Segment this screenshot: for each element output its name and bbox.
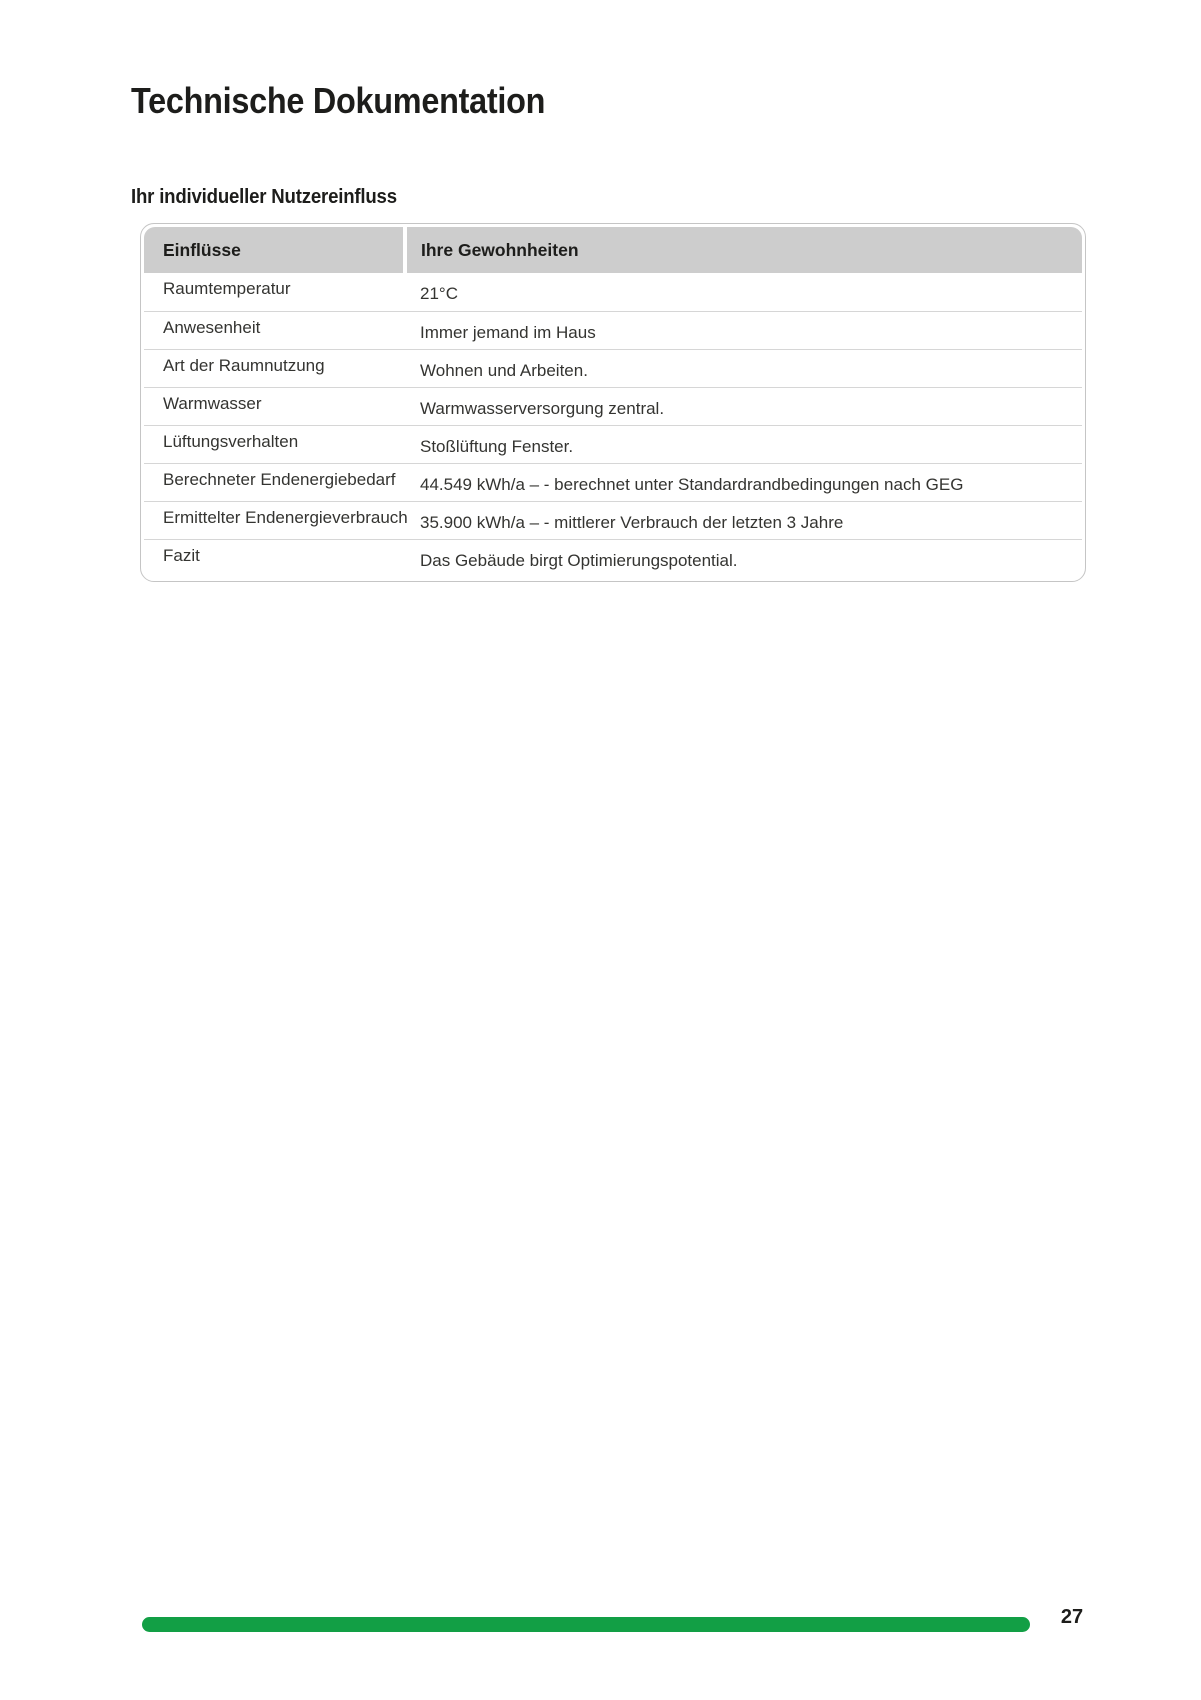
influence-label: Art der Raumnutzung (163, 356, 325, 375)
influence-label: Lüftungsverhalten (163, 432, 299, 451)
influence-label: Berechneter Endenergiebedarf (163, 470, 396, 489)
influence-label: Ermittelter Endenergieverbrauch (163, 508, 408, 527)
user-influence-table (140, 223, 1086, 582)
page-title: Technische Dokumentation (131, 80, 546, 121)
table-body (144, 273, 1082, 577)
section-heading: Ihr individueller Nutzereinfluss (131, 186, 397, 208)
habit-value: 35.900 kWh/a – - mittlerer Verbrauch der letzten 3 Jahre (420, 513, 844, 532)
table-row (144, 539, 1082, 577)
table-row (144, 501, 1082, 539)
table-row (144, 273, 1082, 311)
habit-value: 44.549 kWh/a – - berechnet unter Standardrandbedingungen nach GEG (420, 475, 964, 494)
page-number: 27 (1060, 1606, 1084, 1628)
influence-label: Raumtemperatur (163, 279, 291, 298)
habit-value: Wohnen und Arbeiten. (420, 361, 588, 380)
column-header-influences: Einflüsse (144, 227, 403, 273)
habit-value: 21°C (420, 284, 458, 303)
table-row (144, 425, 1082, 463)
column-header-habits: Ihre Gewohnheiten (407, 227, 1082, 273)
footer-accent-bar (142, 1617, 1030, 1632)
table-row (144, 387, 1082, 425)
influence-label: Fazit (163, 546, 200, 565)
influence-label: Warmwasser (163, 394, 262, 413)
influence-label: Anwesenheit (163, 318, 261, 337)
table-row (144, 463, 1082, 501)
habit-value: Das Gebäude birgt Optimierungspotential. (420, 551, 738, 570)
habit-value: Warmwasserversorgung zentral. (420, 399, 665, 418)
table-row (144, 349, 1082, 387)
habit-value: Immer jemand im Haus (420, 323, 596, 342)
table-row (144, 311, 1082, 349)
table-header-row (144, 227, 1082, 273)
habit-value: Stoßlüftung Fenster. (420, 437, 574, 456)
